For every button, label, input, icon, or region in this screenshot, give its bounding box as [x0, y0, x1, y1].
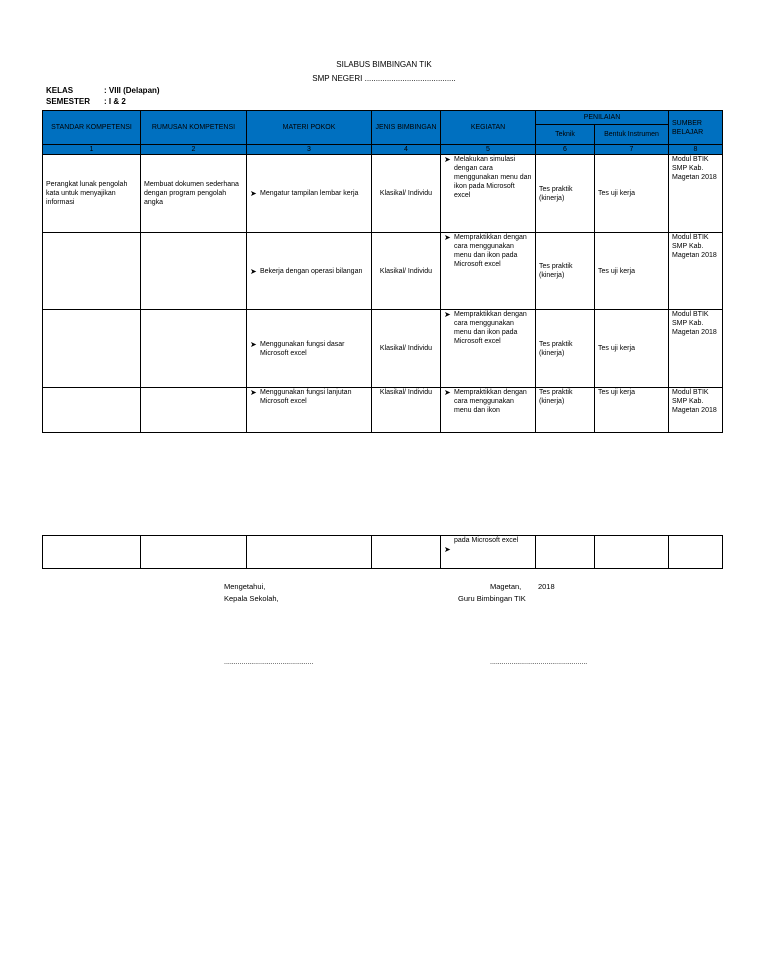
arrow-bullet-icon: ➤: [250, 266, 257, 276]
rk-cell: Membuat dokumen sederhana dengan program pengolah angka: [141, 155, 247, 233]
col-header-kegiatan: KEGIATAN: [441, 111, 536, 145]
kegiatan-text: pada Microsoft excel: [454, 537, 519, 544]
col-header-teknik: Teknik: [536, 125, 595, 145]
mp-text: Bekerja dengan operasi bilangan: [260, 267, 363, 275]
col-number: 4: [372, 145, 441, 155]
kegiatan-cell: [441, 155, 536, 233]
rk-cell: [141, 310, 247, 388]
mp-text: Menggunakan fungsi lanjutan Microsoft excel: [260, 389, 352, 405]
sumber-cell: Modul BTIK SMP Kab. Magetan 2018: [669, 233, 723, 310]
kegiatan-text: Mempraktikkan dengan cara menggunakan menu dan ikon pada Microsoft excel: [454, 311, 527, 345]
mp-cell: [247, 155, 372, 233]
kegiatan-cell: [441, 233, 536, 310]
arrow-bullet-icon: ➤: [250, 189, 257, 198]
bentuk-cell: Tes uji kerja: [595, 155, 669, 233]
arrow-bullet-icon: ➤: [444, 545, 451, 554]
col-number: 8: [669, 145, 723, 155]
kelas-label: KELAS: [46, 86, 74, 95]
kepala-sekolah-label: Kepala Sekolah,: [224, 594, 279, 603]
sk-cell: [43, 233, 141, 310]
rk-cell: [141, 233, 247, 310]
col-number: 1: [43, 145, 141, 155]
sk-cell: [43, 310, 141, 388]
col-number: 3: [247, 145, 372, 155]
syllabus-title: SILABUS BIMBINGAN TIK: [336, 60, 432, 69]
arrow-bullet-icon: ➤: [444, 310, 451, 319]
mengetahui-label: Mengetahui,: [224, 582, 266, 591]
school-name: SMP NEGERI .........................................: [312, 74, 456, 83]
sk-cell: [43, 388, 141, 433]
signature-line-right: ..................................................: [490, 659, 588, 666]
col-number: 7: [595, 145, 669, 155]
kegiatan-cell: [441, 310, 536, 388]
arrow-bullet-icon: ➤: [444, 388, 451, 397]
rk-cell: [141, 388, 247, 433]
mp-cell: [247, 536, 372, 569]
jenis-cell: Klasikal/ Individu: [372, 155, 441, 233]
signature-line-left: ..............................................: [224, 659, 314, 666]
table-row: [43, 536, 723, 569]
col-header-bentuk: Bentuk Instrumen: [595, 125, 669, 145]
teknik-cell: Tes praktik (kinerja): [536, 155, 595, 233]
kegiatan-cell: [441, 388, 536, 433]
bentuk-cell: Tes uji kerja: [595, 233, 669, 310]
table-row: [43, 388, 723, 433]
kelas-value: : VIII (Delapan): [104, 86, 160, 95]
sk-cell: Perangkat lunak pengolah kata untuk menyajikan informasi: [43, 155, 141, 233]
arrow-bullet-icon: ➤: [250, 388, 257, 397]
arrow-bullet-icon: ➤: [250, 339, 257, 349]
jenis-cell: [372, 536, 441, 569]
semester-label: SEMESTER: [46, 97, 91, 106]
sumber-cell: Modul BTIK SMP Kab. Magetan 2018: [669, 310, 723, 388]
sumber-cell: Modul BTIK SMP Kab. Magetan 2018: [669, 155, 723, 233]
col-header-rk: RUMUSAN KOMPETENSI: [141, 111, 247, 145]
teknik-cell: Tes praktik (kinerja): [536, 388, 595, 433]
place-date-label: Magetan, 2018: [490, 582, 555, 591]
mp-cell: [247, 388, 372, 433]
syllabus-table-continued: [42, 535, 723, 569]
rk-cell: [141, 536, 247, 569]
teknik-cell: Tes praktik (kinerja): [536, 310, 595, 388]
jenis-cell: Klasikal/ Individu: [372, 388, 441, 433]
jenis-cell: Klasikal/ Individu: [372, 233, 441, 310]
semester-value: : I & 2: [104, 97, 126, 106]
arrow-bullet-icon: ➤: [444, 233, 451, 242]
bentuk-cell: [595, 536, 669, 569]
col-header-mp: MATERI POKOK: [247, 111, 372, 145]
teknik-cell: Tes praktik (kinerja): [536, 233, 595, 310]
sumber-cell: [669, 536, 723, 569]
col-header-sumber: SUMBER BELAJAR: [669, 111, 723, 145]
mp-text: Mengatur tampilan lembar kerja: [260, 190, 359, 197]
col-header-sk: STANDAR KOMPETENSI: [43, 111, 141, 145]
table-row: [43, 155, 723, 233]
col-number: 5: [441, 145, 536, 155]
arrow-bullet-icon: ➤: [444, 155, 451, 164]
bentuk-cell: Tes uji kerja: [595, 388, 669, 433]
kegiatan-text: Mempraktikkan dengan cara menggunakan menu dan ikon: [454, 389, 527, 414]
syllabus-table: [42, 110, 723, 433]
kegiatan-text: Mempraktikkan dengan cara menggunakan menu dan ikon pada Microsoft excel: [454, 234, 527, 268]
kegiatan-cell: [441, 536, 536, 569]
col-number: 2: [141, 145, 247, 155]
teknik-cell: [536, 536, 595, 569]
sk-cell: [43, 536, 141, 569]
col-header-penilaian: PENILAIAN: [536, 111, 669, 125]
col-header-jenis: JENIS BIMBINGAN: [372, 111, 441, 145]
semester-line: [46, 97, 126, 106]
bentuk-cell: Tes uji kerja: [595, 310, 669, 388]
jenis-cell: Klasikal/ Individu: [372, 310, 441, 388]
col-number: 6: [536, 145, 595, 155]
guru-bimbingan-label: Guru Bimbingan TIK: [458, 594, 526, 603]
kegiatan-text: Melakukan simulasi dengan cara menggunakan menu dan ikon pada Microsoft excel: [454, 156, 532, 199]
mp-cell: [247, 310, 372, 388]
sumber-cell: Modul BTIK SMP Kab. Magetan 2018: [669, 388, 723, 433]
mp-cell: [247, 233, 372, 310]
table-row: [43, 310, 723, 388]
table-row: [43, 233, 723, 310]
mp-text: Menggunakan fungsi dasar Microsoft excel: [260, 340, 345, 357]
kelas-line: [46, 86, 160, 95]
